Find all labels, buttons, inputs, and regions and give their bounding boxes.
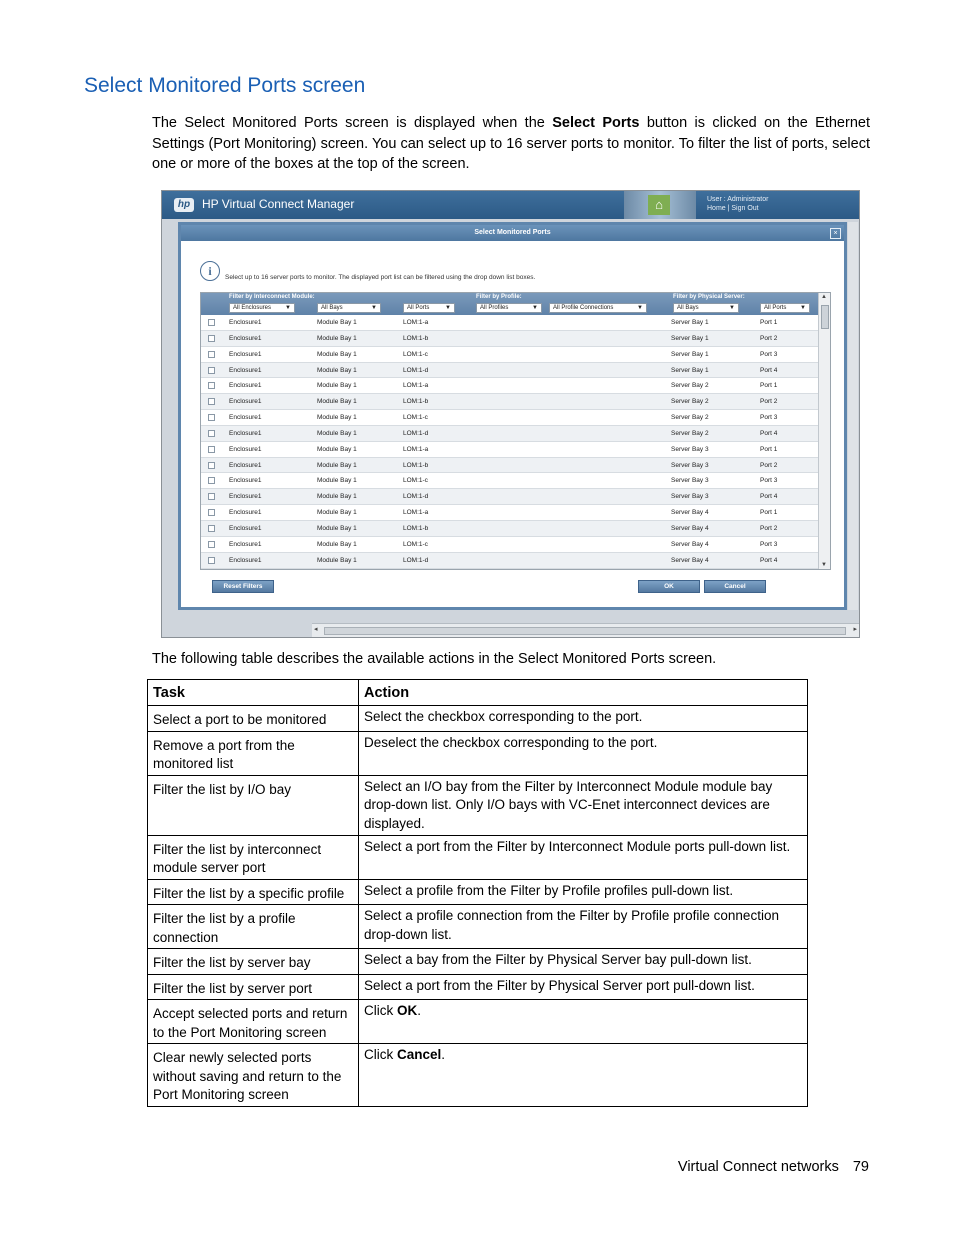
port-checkbox[interactable] — [208, 525, 215, 532]
port-checkbox[interactable] — [208, 493, 215, 500]
actions-table-body — [148, 706, 808, 1107]
hp-logo-icon: hp — [174, 198, 194, 212]
bay-filter-select[interactable]: All Bays ▼ — [317, 303, 381, 313]
port-row[interactable] — [201, 347, 820, 363]
port-row[interactable] — [201, 426, 820, 442]
horizontal-scrollbar[interactable] — [312, 623, 859, 638]
server-bay-filter-select[interactable]: All Bays ▼ — [673, 303, 739, 313]
port-filter-select[interactable]: All Ports ▼ — [403, 303, 455, 313]
cancel-button[interactable]: Cancel — [704, 580, 766, 593]
row-server-bay: Server Bay 4 — [671, 556, 709, 564]
row-port: Port 4 — [760, 366, 778, 374]
port-row[interactable] — [201, 473, 820, 489]
scroll-thumb[interactable] — [821, 305, 829, 329]
row-lom: LOM:1-c — [403, 414, 428, 422]
port-checkbox[interactable] — [208, 509, 215, 516]
chevron-down-icon: ▼ — [729, 305, 735, 311]
scroll-down-icon[interactable]: ▼ — [821, 562, 827, 568]
app-header — [162, 191, 859, 219]
port-checkbox[interactable] — [208, 414, 215, 421]
row-port: Port 1 — [760, 445, 778, 453]
row-lom: LOM:1-d — [403, 366, 429, 374]
row-lom: LOM:1-d — [403, 429, 429, 437]
row-lom: LOM:1-a — [403, 382, 429, 390]
chevron-down-icon: ▼ — [285, 305, 291, 311]
row-module: Module Bay 1 — [317, 366, 357, 374]
footer-section: Virtual Connect networks — [677, 1159, 839, 1175]
section-heading: Select Monitored Ports screen — [84, 74, 366, 97]
task-cell: Filter the list by interconnect module server port — [148, 835, 359, 879]
row-lom: LOM:1-c — [403, 540, 428, 548]
row-port: Port 1 — [760, 319, 778, 326]
dialog-title: Select Monitored Ports — [181, 225, 844, 241]
row-module: Module Bay 1 — [317, 540, 357, 548]
port-checkbox[interactable] — [208, 382, 215, 389]
row-module: Module Bay 1 — [317, 524, 357, 532]
home-signout-links[interactable]: Home | Sign Out — [707, 205, 759, 212]
row-port: Port 4 — [760, 429, 778, 437]
vcm-screenshot — [161, 190, 860, 638]
row-lom: LOM:1-b — [403, 461, 429, 469]
row-port: Port 3 — [760, 540, 778, 548]
row-port: Port 4 — [760, 493, 778, 501]
row-server-bay: Server Bay 4 — [671, 524, 709, 532]
filter-profile-label: Filter by Profile: — [476, 294, 522, 300]
row-port: Port 3 — [760, 477, 778, 485]
table-row — [148, 706, 808, 732]
row-module: Module Bay 1 — [317, 509, 357, 517]
row-lom: LOM:1-b — [403, 334, 429, 342]
row-port: Port 3 — [760, 414, 778, 422]
row-port: Port 2 — [760, 461, 778, 469]
reset-filters-button[interactable]: Reset Filters — [212, 580, 274, 593]
row-module: Module Bay 1 — [317, 461, 357, 469]
row-enclosure: Enclosure1 — [229, 524, 262, 532]
chevron-down-icon: ▼ — [800, 305, 806, 311]
scroll-up-icon[interactable]: ▲ — [821, 294, 827, 300]
task-header: Task — [148, 680, 359, 706]
row-port: Port 1 — [760, 509, 778, 517]
table-header-row — [148, 680, 808, 706]
row-module: Module Bay 1 — [317, 398, 357, 406]
ports-grid — [200, 292, 831, 570]
chevron-down-icon: ▼ — [445, 305, 451, 311]
table-row — [148, 775, 808, 835]
row-enclosure: Enclosure1 — [229, 398, 262, 406]
action-prefix: Click — [364, 1003, 397, 1018]
row-port: Port 2 — [760, 334, 778, 342]
port-row[interactable] — [201, 378, 820, 394]
table-row — [148, 835, 808, 879]
action-emphasis: Cancel — [397, 1047, 442, 1062]
row-lom: LOM:1-a — [403, 319, 429, 326]
close-icon[interactable]: × — [830, 228, 841, 239]
chevron-down-icon: ▼ — [371, 305, 377, 311]
row-enclosure: Enclosure1 — [229, 366, 262, 374]
action-suffix: . — [441, 1047, 446, 1062]
table-row — [148, 1000, 808, 1044]
page-number: 79 — [852, 1159, 869, 1175]
port-row[interactable] — [201, 537, 820, 553]
port-checkbox[interactable] — [208, 557, 215, 564]
table-row — [148, 949, 808, 975]
task-cell: Clear newly selected ports without saving and return to the Port Monitoring screen — [148, 1044, 359, 1107]
row-server-bay: Server Bay 3 — [671, 477, 709, 485]
task-cell: Filter the list by a specific profile — [148, 879, 359, 905]
page-footer — [678, 1159, 869, 1175]
port-checkbox[interactable] — [208, 319, 215, 326]
row-enclosure: Enclosure1 — [229, 540, 262, 548]
row-module: Module Bay 1 — [317, 319, 357, 326]
port-checkbox[interactable] — [208, 335, 215, 342]
scroll-left-icon[interactable]: ◂ — [314, 626, 318, 633]
row-enclosure: Enclosure1 — [229, 445, 262, 453]
row-enclosure: Enclosure1 — [229, 382, 262, 390]
page-scrollbar[interactable] — [848, 222, 858, 610]
row-server-bay: Server Bay 3 — [671, 461, 709, 469]
row-module: Module Bay 1 — [317, 493, 357, 501]
row-enclosure: Enclosure1 — [229, 461, 262, 469]
row-lom: LOM:1-c — [403, 477, 428, 485]
chevron-down-icon: ▼ — [637, 305, 643, 311]
row-module: Module Bay 1 — [317, 477, 357, 485]
row-lom: LOM:1-d — [403, 493, 429, 501]
row-port: Port 4 — [760, 556, 778, 564]
action-cell: Select a bay from the Filter by Physical Server bay pull-down list. — [359, 949, 808, 975]
row-lom: LOM:1-d — [403, 556, 429, 564]
port-row[interactable] — [201, 363, 820, 379]
action-suffix: . — [417, 1003, 422, 1018]
row-server-bay: Server Bay 4 — [671, 509, 709, 517]
scroll-right-icon[interactable]: ▸ — [853, 626, 857, 633]
row-server-bay: Server Bay 2 — [671, 414, 709, 422]
port-row[interactable] — [201, 458, 820, 474]
row-server-bay: Server Bay 2 — [671, 382, 709, 390]
row-server-bay: Server Bay 2 — [671, 398, 709, 406]
select-ports-emphasis: Select Ports — [552, 115, 640, 131]
table-row — [148, 974, 808, 1000]
port-rows — [201, 315, 820, 569]
home-icon[interactable]: ⌂ — [648, 195, 670, 215]
port-row[interactable] — [201, 410, 820, 426]
grid-scrollbar[interactable] — [818, 293, 830, 569]
select-monitored-ports-dialog — [178, 222, 847, 610]
port-checkbox[interactable] — [208, 541, 215, 548]
row-lom: LOM:1-a — [403, 509, 429, 517]
task-cell: Filter the list by server port — [148, 974, 359, 1000]
port-row[interactable] — [201, 315, 820, 331]
row-enclosure: Enclosure1 — [229, 350, 262, 358]
port-checkbox[interactable] — [208, 430, 215, 437]
row-server-bay: Server Bay 2 — [671, 429, 709, 437]
app-title: HP Virtual Connect Manager — [202, 197, 355, 211]
table-row — [148, 905, 808, 949]
row-port: Port 3 — [760, 350, 778, 358]
port-row[interactable] — [201, 331, 820, 347]
port-row[interactable] — [201, 394, 820, 410]
row-port: Port 2 — [760, 398, 778, 406]
intro-paragraph: The Select Monitored Ports screen is displayed when the Select Ports button is clicked on the Ethernet Settings (Port Monitoring) screen. You can select up to 16 server ports to monitor. To filter the list of ports, select one or more of the boxes at the top of the screen. — [152, 115, 870, 172]
user-info — [707, 195, 768, 213]
port-checkbox[interactable] — [208, 398, 215, 405]
row-module: Module Bay 1 — [317, 382, 357, 390]
task-cell: Select a port to be monitored — [148, 706, 359, 732]
table-row — [148, 1044, 808, 1107]
filter-server-label: Filter by Physical Server: — [673, 294, 745, 300]
action-cell: Deselect the checkbox corresponding to the port. — [359, 731, 808, 775]
action-cell — [359, 1000, 808, 1044]
port-row[interactable] — [201, 521, 820, 537]
task-cell: Filter the list by server bay — [148, 949, 359, 975]
row-server-bay: Server Bay 4 — [671, 540, 709, 548]
user-line: User : Administrator — [707, 196, 769, 203]
enclosure-filter-select[interactable]: All Enclosures ▼ — [229, 303, 295, 313]
row-port: Port 1 — [760, 382, 778, 390]
row-enclosure: Enclosure1 — [229, 493, 262, 501]
row-enclosure: Enclosure1 — [229, 509, 262, 517]
table-intro: The following table describes the available actions in the Select Monitored Ports screen. — [152, 651, 717, 667]
row-port: Port 2 — [760, 524, 778, 532]
port-row[interactable] — [201, 505, 820, 521]
row-enclosure: Enclosure1 — [229, 477, 262, 485]
row-enclosure: Enclosure1 — [229, 429, 262, 437]
row-lom: LOM:1-b — [403, 524, 429, 532]
row-lom: LOM:1-b — [403, 398, 429, 406]
profile-filter-select[interactable]: All Profiles ▼ — [476, 303, 542, 313]
port-row[interactable] — [201, 553, 820, 569]
ok-button[interactable]: OK — [638, 580, 700, 593]
row-enclosure: Enclosure1 — [229, 319, 262, 326]
action-header: Action — [359, 680, 808, 706]
row-server-bay: Server Bay 1 — [671, 334, 709, 342]
port-row[interactable] — [201, 489, 820, 505]
row-enclosure: Enclosure1 — [229, 414, 262, 422]
row-enclosure: Enclosure1 — [229, 556, 262, 564]
action-cell: Select a profile connection from the Filter by Profile profile connection drop-down list. — [359, 905, 808, 949]
action-prefix: Click — [364, 1047, 397, 1062]
filter-interconnect-label: Filter by Interconnect Module: — [229, 294, 315, 300]
actions-table — [147, 679, 808, 1107]
row-module: Module Bay 1 — [317, 350, 357, 358]
row-lom: LOM:1-a — [403, 445, 429, 453]
row-server-bay: Server Bay 3 — [671, 493, 709, 501]
action-cell: Select a port from the Filter by Physical Server port pull-down list. — [359, 974, 808, 1000]
task-cell: Remove a port from the monitored list — [148, 731, 359, 775]
action-cell: Select a profile from the Filter by Profile profiles pull-down list. — [359, 879, 808, 905]
task-cell: Filter the list by I/O bay — [148, 775, 359, 835]
row-module: Module Bay 1 — [317, 429, 357, 437]
row-module: Module Bay 1 — [317, 414, 357, 422]
port-checkbox[interactable] — [208, 477, 215, 484]
action-cell — [359, 1044, 808, 1107]
dialog-instructions: Select up to 16 server ports to monitor. The displayed port list can be filtered using the drop down list boxes. — [225, 274, 536, 281]
row-server-bay: Server Bay 1 — [671, 366, 709, 374]
action-emphasis: OK — [397, 1003, 418, 1018]
row-module: Module Bay 1 — [317, 445, 357, 453]
row-lom: LOM:1-c — [403, 350, 428, 358]
row-server-bay: Server Bay 3 — [671, 445, 709, 453]
row-module: Module Bay 1 — [317, 556, 357, 564]
port-checkbox[interactable] — [208, 351, 215, 358]
port-row[interactable] — [201, 442, 820, 458]
port-checkbox[interactable] — [208, 367, 215, 374]
horizontal-scroll-thumb[interactable] — [324, 627, 846, 635]
table-row — [148, 731, 808, 775]
row-server-bay: Server Bay 1 — [671, 319, 709, 326]
table-row — [148, 879, 808, 905]
task-cell: Accept selected ports and return to the Port Monitoring screen — [148, 1000, 359, 1044]
row-server-bay: Server Bay 1 — [671, 350, 709, 358]
profile-connection-filter-select[interactable]: All Profile Connections ▼ — [549, 303, 647, 313]
server-port-filter-select[interactable]: All Ports ▼ — [760, 303, 810, 313]
task-cell: Filter the list by a profile connection — [148, 905, 359, 949]
port-checkbox[interactable] — [208, 446, 215, 453]
chevron-down-icon: ▼ — [532, 305, 538, 311]
filter-bar — [201, 293, 820, 315]
port-checkbox[interactable] — [208, 462, 215, 469]
action-cell: Select a port from the Filter by Interconnect Module ports pull-down list. — [359, 835, 808, 879]
row-module: Module Bay 1 — [317, 334, 357, 342]
info-icon: i — [200, 261, 220, 281]
action-cell: Select an I/O bay from the Filter by Interconnect Module module bay drop-down list. Only I/O bays with VC-Enet interconnect devices are displayed. — [359, 775, 808, 835]
action-cell: Select the checkbox corresponding to the port. — [359, 706, 808, 732]
row-enclosure: Enclosure1 — [229, 334, 262, 342]
